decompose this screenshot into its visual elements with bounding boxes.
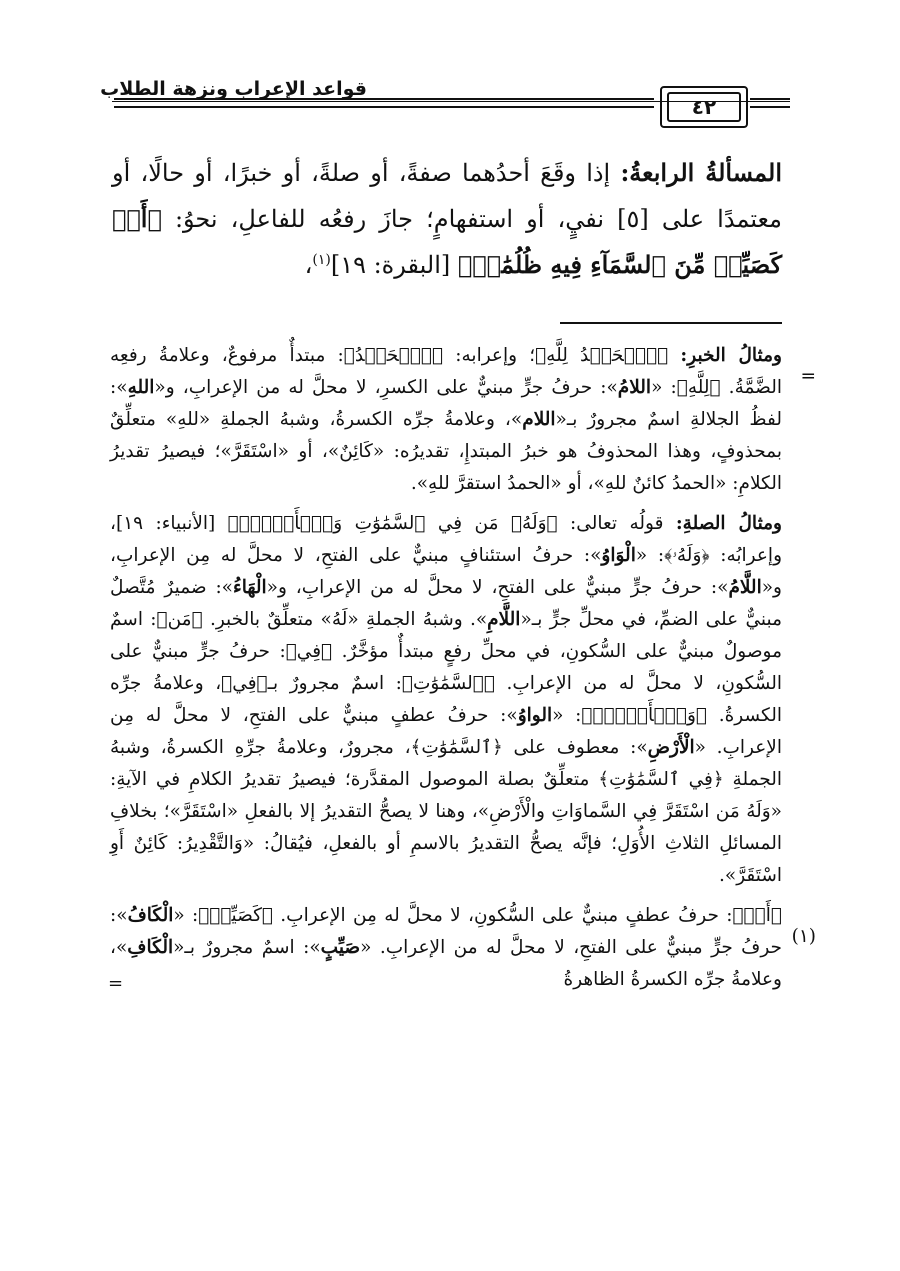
fn-bold-text: ومثالُ الصلةِ: xyxy=(675,513,782,534)
fn-text: »: حرفُ جرٍّ مبنيٌّ على الفتحِ، لا محلَّ له من الإعرابِ. « xyxy=(110,905,782,958)
fn-bold-text: اللَّامُ xyxy=(728,577,762,598)
verse-reference: [البقرة: ١٩] xyxy=(330,251,458,279)
fn-text: ». وشبهُ الجملةِ «لَهُ» متعلِّقٌ بالخبرِ. ﴿مَن﴾: اسمٌ موصولٌ مبنيٌّ على السُّكونِ، في محلِّ رفعٍ مبتدأٌ مؤخَّرٌ. ﴿فِي﴾: حرفُ جرٍّ مبنيٌّ على السُّكونِ، لا محلَّ له من الإعرابِ. ﴿ٱلسَّمَٰوَٰتِ﴾: اسمٌ مجرورٌ بـ﴿فِي﴾، وعلامةُ جرِّه الكسرةُ. ﴿وَٱلۡأَرۡضِۚ﴾: « xyxy=(110,609,782,726)
header-double-rule-right xyxy=(750,98,790,108)
fn-text: ﴿ٱلۡحَمۡدُ لِلَّهِ﴾؛ وإعرابه: ﴿ٱلۡحَمۡدُ﴾: مبتدأٌ مرفوعٌ، وعلامةُ رفعِه الضَّمَّةُ. ﴿لِلَّهِ﴾: « xyxy=(110,345,782,398)
fn-bold-text: اللامُ xyxy=(617,377,652,398)
fn-bold-text: الواوُ xyxy=(517,705,553,726)
fn-bold-text: الْهَاءُ xyxy=(233,577,267,598)
page-number-frame xyxy=(660,86,748,128)
continuation-marker: = xyxy=(108,973,124,994)
footnote-paragraph xyxy=(110,508,782,892)
fn-text: »: حرفُ جرٍّ مبنيٌّ على الفتحِ، لا محلَّ له من الإعرابِ، و« xyxy=(266,577,729,598)
main-paragraph xyxy=(112,150,782,288)
fn-bold-text: اللام xyxy=(522,409,556,430)
footnote-continued xyxy=(110,340,816,500)
fn-bold-text: الْوَاوُ xyxy=(601,545,636,566)
fn-bold-text: الْكَافُ xyxy=(127,905,174,926)
fn-bold-text: الْأَرْضِ xyxy=(647,737,695,758)
issue-heading: المسألةُ الرابعةُ: xyxy=(620,158,782,187)
quran-verse: ﴿أَوۡ كَصَيِّبٖ مِّنَ ٱلسَّمَآءِ فِيهِ ظُلُمَٰتٞ﴾ xyxy=(112,204,782,279)
fn-text: »، وعلامةُ جرِّه الكسرةُ الظاهرةُ xyxy=(110,937,782,990)
fn-text: »: حرفُ استئنافٍ مبنيٌّ على الفتحِ، لا محلَّ له مِن الإعرابِ، و« xyxy=(110,545,782,598)
main-body xyxy=(112,150,782,288)
fn-text: »: حرفُ عطفٍ مبنيٌّ على الفتحِ، لا محلَّ له مِن الإعرابِ. « xyxy=(110,705,782,758)
footnote-reference: (١) xyxy=(312,252,331,268)
header-double-rule-left xyxy=(114,98,654,108)
fn-text: »: ضميرٌ مُتَّصلٌ مبنيٌّ على الضمِّ، في محلِّ جرٍّ بـ« xyxy=(110,577,782,630)
fn-bold-text: اللَّامِ xyxy=(487,609,521,630)
fn-text: »، وعلامةُ جرِّه الكسرةُ، وشبهُ الجملةِ «للهِ» متعلِّقٌ بمحذوفٍ، وهذا المحذوفُ هو خبرُ المبتدإِ، تقديرُه: «كَائِنٌ»، أو «اسْتَقَرَّ»؛ فيصيرُ تقديرُ الكلامِ: «الحمدُ كائنٌ للهِ»، أو «الحمدُ استقرَّ للهِ». xyxy=(110,409,782,494)
fn-text: »: معطوف على ﴿ٱلسَّمَٰوَٰتِ﴾، مجرورٌ، وعلامةُ جرِّهِ الكسرةُ، وشبهُ الجملةِ ﴿فِي ٱلسَّمَٰوَٰتِ﴾ متعلِّقٌ بصلة الموصول المقدَّرة؛ فيصيرُ تقديرُ الكلامِ في الآيةِ: «وَلَهُ مَن اسْتَقَرَّ فِي السَّماوَاتِ والْأَرْضِ»، وهنا لا يصحُّ التقديرُ إلا بالفعلِ «اسْتَقَرَّ»؛ بخلافِ المسائلِ الثلاثِ الأُوَلِ؛ فإنَّه يصحُّ التقديرُ بالاسمِ أو بالفعلِ، فيُقالُ: «وَالتَّقْدِيرُ: كَائِنٌ أَوِ اسْتَقَرَّ». xyxy=(110,737,782,886)
fn-bold-text: صَيِّبٍ xyxy=(320,937,361,958)
page-number: ٤٢ xyxy=(667,92,741,122)
running-header-title: قواعد الإعراب ونزهة الطلاب xyxy=(100,78,367,100)
fn-text: ﴿أَوۡ﴾: حرفُ عطفٍ مبنيٌّ على السُّكونِ، لا محلَّ له مِن الإعرابِ. ﴿كَصَيِّبٖ﴾: « xyxy=(173,905,782,926)
footnote-number: (١) xyxy=(791,926,816,947)
fn-text: قولُه تعالى: ﴿وَلَهُۥ مَن فِي ٱلسَّمَٰوَٰتِ وَٱلۡأَرۡضِۚ﴾ [الأنبياء: ١٩]، وإعرابُه: ﴿وَلَهُۥ﴾: « xyxy=(110,513,783,566)
main-tail: ، xyxy=(304,251,313,279)
fn-bold-text: ومثالُ الخبرِ: xyxy=(680,345,782,366)
footnote-1 xyxy=(108,900,816,996)
fn-bold-text: اللهِ xyxy=(127,377,155,398)
fn-text: »: حرفُ جرٍّ مبنيٌّ على الكسرِ، لا محلَّ له من الإعرابِ، و« xyxy=(154,377,618,398)
main-text-1: إذا وقَعَ أحدُهما صفةً، أو صلةً، أو خبرًا، أو حالًا، أو معتمدًا على [٥] نفيٍ، أو استفهامٍ؛ جازَ رفعُه للفاعلِ، نحوُ: xyxy=(112,159,782,233)
fn-text: »: لفظُ الجلالةِ اسمٌ مجرورٌ بـ« xyxy=(110,377,782,430)
fn-text: »: اسمٌ مجرورٌ بـ« xyxy=(173,937,321,958)
footnotes xyxy=(108,340,816,1004)
fn-bold-text: الْكَافِ xyxy=(127,937,174,958)
footnote-separator xyxy=(560,322,782,324)
continuation-marker: = xyxy=(800,366,816,387)
